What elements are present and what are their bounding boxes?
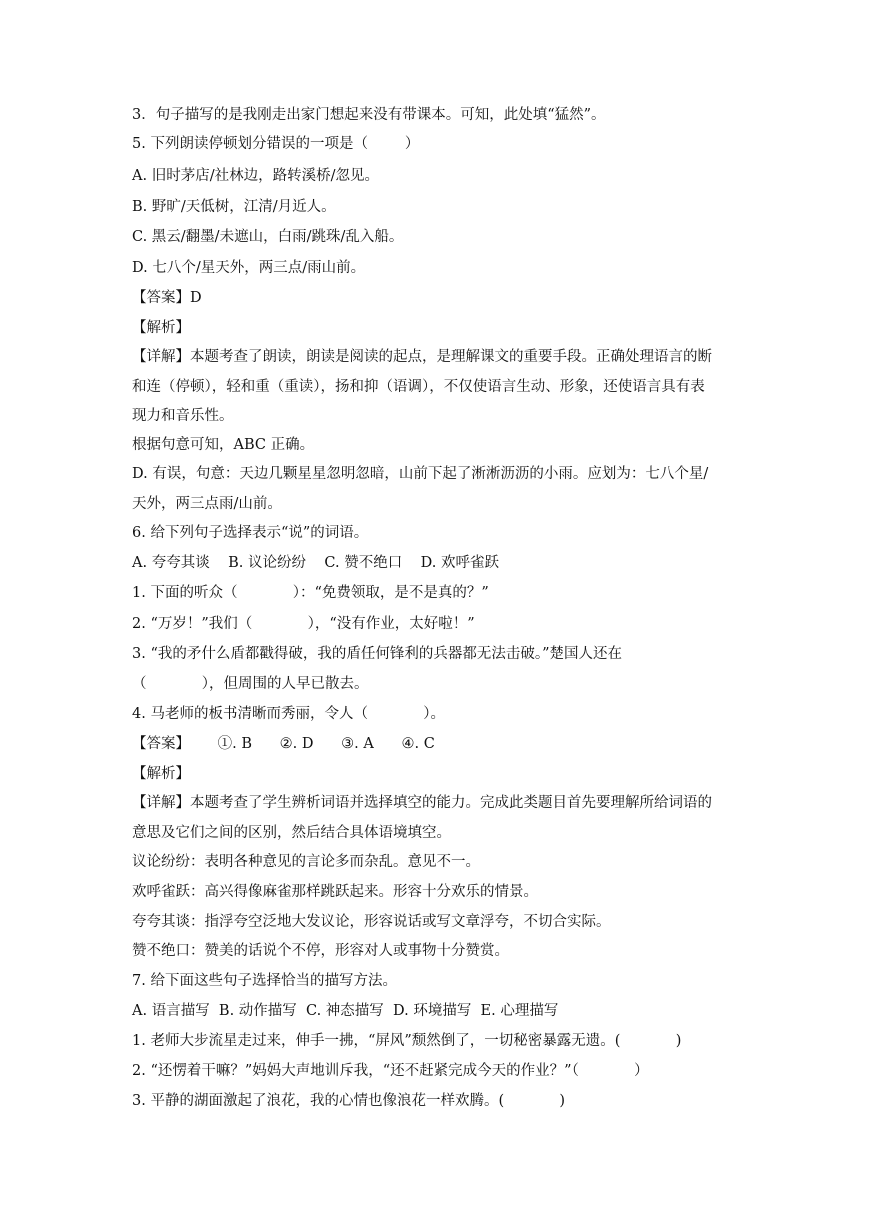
question-5-detail-line: 根据句意可知，ABC 正确。 bbox=[132, 437, 315, 453]
question-5-detail-line: 【详解】本题考查了朗读，朗读是阅读的起点，是理解课文的重要手段。正确处理语言的断 bbox=[132, 349, 712, 365]
question-5-detail-line: 天外，两三点雨/山前。 bbox=[132, 496, 282, 512]
question-5-detail-line: D. 有误，句意：天边几颗星星忽明忽暗，山前下起了淅淅沥沥的小雨。应划为：七八个星/ bbox=[132, 466, 709, 482]
question-5-option-c: C. 黑云/翻墨/未遮山，白雨/跳珠/乱入船。 bbox=[132, 229, 404, 245]
question-7-stem: 7. 给下面这些句子选择恰当的描写方法。 bbox=[132, 973, 397, 989]
question-6-detail-line: 欢呼雀跃：高兴得像麻雀那样跳跃起来。形容十分欢乐的情景。 bbox=[132, 884, 538, 900]
question-6-stem: 6. 给下列句子选择表示“说”的词语。 bbox=[132, 525, 369, 541]
question-5-option-d: D. 七八个/星天外，两三点/雨山前。 bbox=[132, 260, 366, 276]
question-6-answer: 【答案】 ①. B ②. D ③. A ④. C bbox=[132, 736, 435, 752]
question-7-item: 1. 老师大步流星走过来，伸手一拂，“屏风”颓然倒了，一切秘密暴露无遗。( ) bbox=[132, 1033, 682, 1049]
answer-explanation-line: 3．句子描写的是我刚走出家门想起来没有带课本。可知，此处填“猛然”。 bbox=[132, 107, 606, 123]
question-6-item: 1. 下面的听众（ ）：“免费领取，是不是真的？” bbox=[132, 585, 489, 601]
question-6-analysis-heading: 【解析】 bbox=[132, 766, 190, 782]
question-7-item: 2. “还愣着干嘛？”妈妈大声地训斥我，“还不赶紧完成今天的作业？”（ ） bbox=[132, 1063, 649, 1079]
question-5-detail-line: 和连（停顿），轻和重（重读），扬和抑（语调），不仅使语言生动、形象，还使语言具有表 bbox=[132, 379, 705, 395]
question-6-detail-line: 议论纷纷：表明各种意见的言论多而杂乱。意见不一。 bbox=[132, 854, 480, 870]
question-6-detail-line: 赞不绝口：赞美的话说个不停，形容对人或事物十分赞赏。 bbox=[132, 943, 509, 959]
question-6-detail-line: 意思及它们之间的区别，然后结合具体语境填空。 bbox=[132, 825, 451, 841]
question-6-detail-line: 【详解】本题考查了学生辨析词语并选择填空的能力。完成此类题目首先要理解所给词语的 bbox=[132, 795, 712, 811]
question-6-options: A. 夸夸其谈 B. 议论纷纷 C. 赞不绝口 D. 欢呼雀跃 bbox=[132, 555, 499, 571]
question-6-detail-line: 夸夸其谈：指浮夸空泛地大发议论，形容说话或写文章浮夸，不切合实际。 bbox=[132, 914, 611, 930]
question-5-analysis-heading: 【解析】 bbox=[132, 320, 190, 336]
question-6-item: 2. “万岁！”我们（ ），“没有作业，太好啦！” bbox=[132, 616, 475, 632]
question-7-item: 3. 平静的湖面激起了浪花，我的心情也像浪花一样欢腾。( ) bbox=[132, 1093, 566, 1109]
question-5-answer: 【答案】D bbox=[132, 290, 202, 306]
question-5-stem: 5. 下列朗读停顿划分错误的一项是（ ） bbox=[132, 136, 420, 152]
question-5-option-a: A. 旧时茅店/社林边，路转溪桥/忽见。 bbox=[132, 168, 379, 184]
question-5-detail-line: 现力和音乐性。 bbox=[132, 408, 234, 424]
question-7-options: A. 语言描写 B. 动作描写 C. 神态描写 D. 环境描写 E. 心理描写 bbox=[132, 1003, 559, 1019]
question-6-item: 4. 马老师的板书清晰而秀丽，令人（ ）。 bbox=[132, 706, 446, 722]
question-6-item: 3. “我的矛什么盾都戳得破，我的盾任何锋利的兵器都无法击破。”楚国人还在 bbox=[132, 646, 623, 662]
question-6-item: （ ），但周围的人早已散去。 bbox=[132, 676, 369, 692]
question-5-option-b: B. 野旷/天低树，江清/月近人。 bbox=[132, 199, 336, 215]
